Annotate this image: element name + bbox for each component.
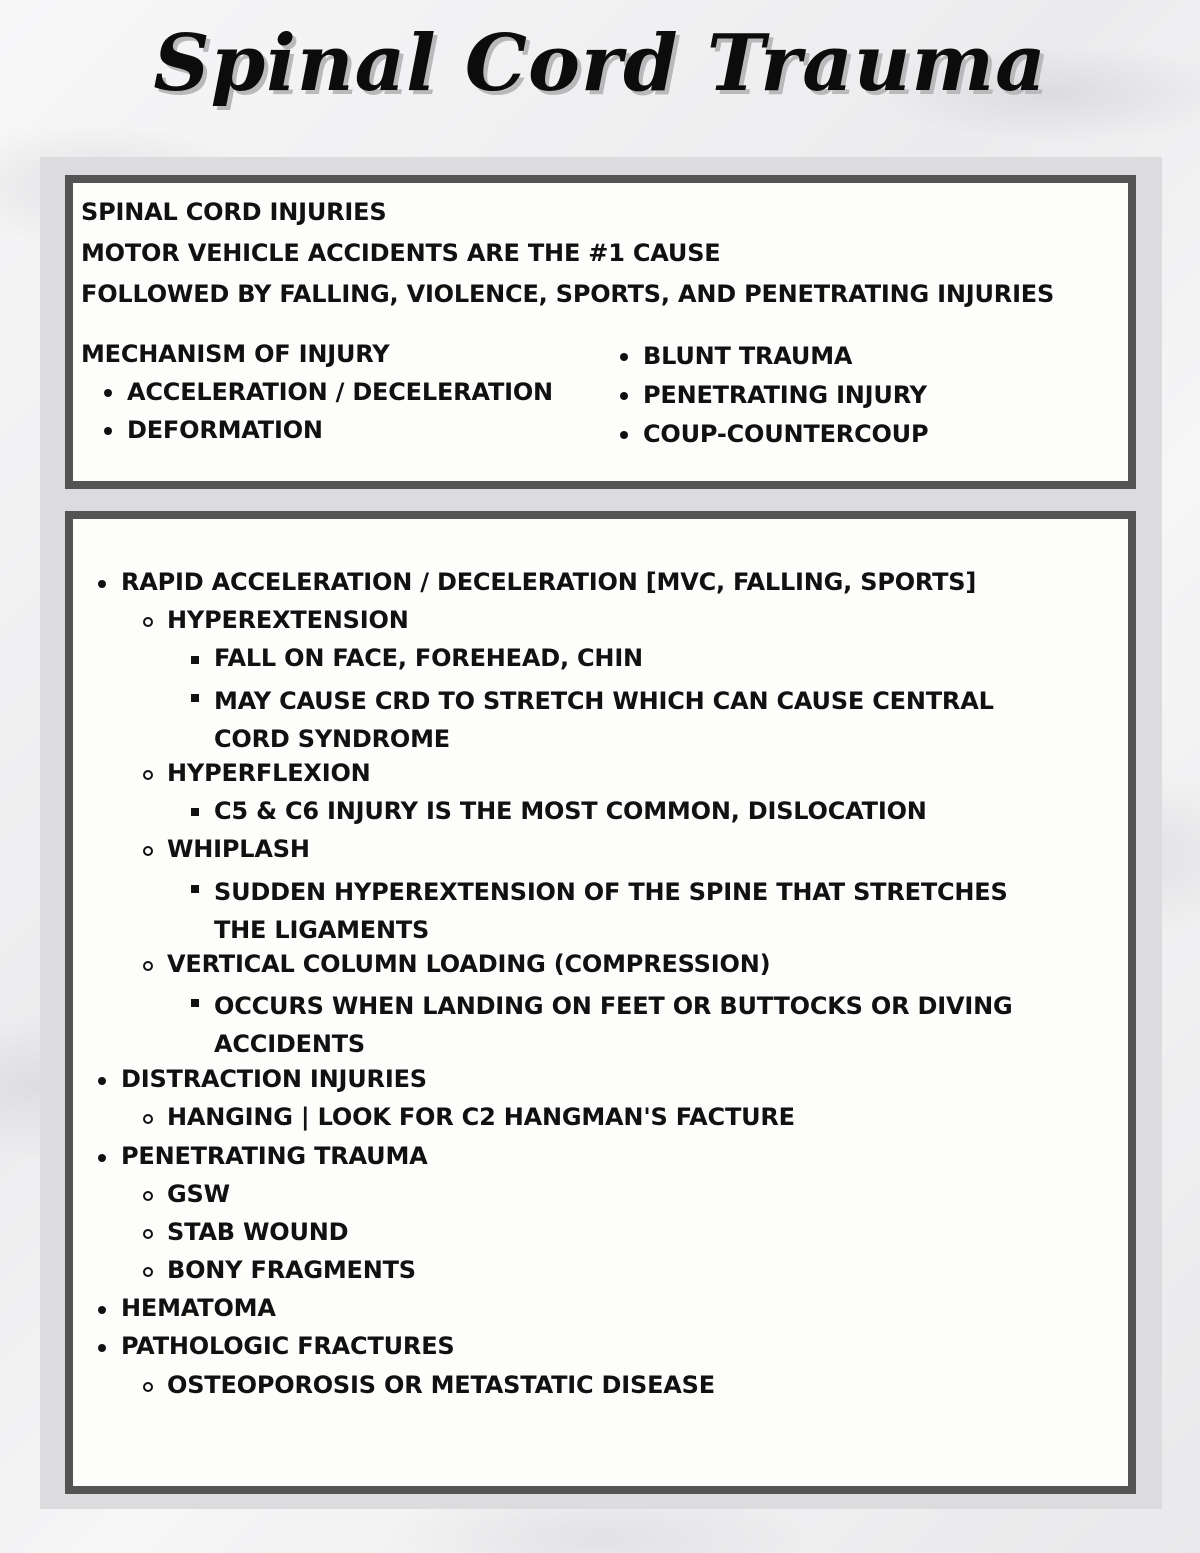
outline-item-level2: VERTICAL COLUMN LOADING (COMPRESSION) [167, 950, 771, 978]
mechanism-left-item: ACCELERATION / DECELERATION [127, 378, 553, 406]
bullet-square-icon [191, 808, 199, 816]
page-title: Spinal Cord Trauma [153, 18, 1047, 109]
mechanism-heading: MECHANISM OF INJURY [81, 340, 390, 368]
outline-item-level2: HANGING | LOOK FOR C2 HANGMAN'S FACTURE [167, 1103, 795, 1131]
outline-item-level2: STAB WOUND [167, 1218, 349, 1246]
outline-item-level2: GSW [167, 1180, 230, 1208]
intro-line-3: FOLLOWED BY FALLING, VIOLENCE, SPORTS, AND PENETRATING INJURIES [81, 280, 1055, 308]
outline-item-level1: PATHOLOGIC FRACTURES [121, 1332, 455, 1360]
bullet-circle-icon [143, 961, 153, 971]
bullet-circle-icon [143, 770, 153, 780]
bullet-dot-icon [98, 1306, 106, 1314]
intro-line-2: MOTOR VEHICLE ACCIDENTS ARE THE #1 CAUSE [81, 239, 721, 267]
outline-item-level2: HYPERFLEXION [167, 759, 371, 787]
outline-item-level3: C5 & C6 INJURY IS THE MOST COMMON, DISLOCATION [214, 797, 927, 825]
outline-item-level2: BONY FRAGMENTS [167, 1256, 416, 1284]
bullet-dot-icon [98, 1344, 106, 1352]
outline-item-level3: OCCURS WHEN LANDING ON FEET OR BUTTOCKS OR DIVING ACCIDENTS [214, 992, 1013, 1058]
bullet-dot-icon [98, 580, 106, 588]
bullet-dot-icon [98, 1077, 106, 1085]
bullet-circle-icon [143, 1114, 153, 1124]
outline-item-level1: RAPID ACCELERATION / DECELERATION [MVC, FALLING, SPORTS] [121, 568, 977, 596]
mechanism-left-item: DEFORMATION [127, 416, 323, 444]
bullet-circle-icon [143, 1229, 153, 1239]
intro-line-1: SPINAL CORD INJURIES [81, 198, 387, 226]
outline-item-level1: DISTRACTION INJURIES [121, 1065, 427, 1093]
outline-item-level3: FALL ON FACE, FOREHEAD, CHIN [214, 644, 643, 672]
bullet-dot-icon [98, 1154, 106, 1162]
bullet-square-icon [191, 885, 199, 893]
bullet-square-icon [191, 656, 199, 664]
bullet-dot-icon [620, 431, 628, 439]
bullet-dot-icon [104, 427, 112, 435]
outline-item-level2: OSTEOPOROSIS OR METASTATIC DISEASE [167, 1371, 715, 1399]
outline-item-level3: SUDDEN HYPEREXTENSION OF THE SPINE THAT STRETCHES THE LIGAMENTS [214, 878, 1008, 944]
bullet-square-icon [191, 694, 199, 702]
bullet-circle-icon [143, 846, 153, 856]
outline-item-level1: HEMATOMA [121, 1294, 276, 1322]
bullet-circle-icon [143, 1382, 153, 1392]
bullet-dot-icon [620, 392, 628, 400]
outline-item-level3: MAY CAUSE CRD TO STRETCH WHICH CAN CAUSE CENTRAL CORD SYNDROME [214, 687, 994, 753]
mechanism-right-item: BLUNT TRAUMA [643, 342, 853, 370]
bullet-circle-icon [143, 617, 153, 627]
mechanism-right-item: COUP-COUNTERCOUP [643, 420, 929, 448]
bullet-circle-icon [143, 1191, 153, 1201]
mechanism-right-item: PENETRATING INJURY [643, 381, 927, 409]
bullet-dot-icon [620, 353, 628, 361]
outline-item-level1: PENETRATING TRAUMA [121, 1142, 428, 1170]
bullet-circle-icon [143, 1267, 153, 1277]
bullet-dot-icon [104, 389, 112, 397]
outline-item-level2: HYPEREXTENSION [167, 606, 409, 634]
bullet-square-icon [191, 999, 199, 1007]
outline-item-level2: WHIPLASH [167, 835, 310, 863]
